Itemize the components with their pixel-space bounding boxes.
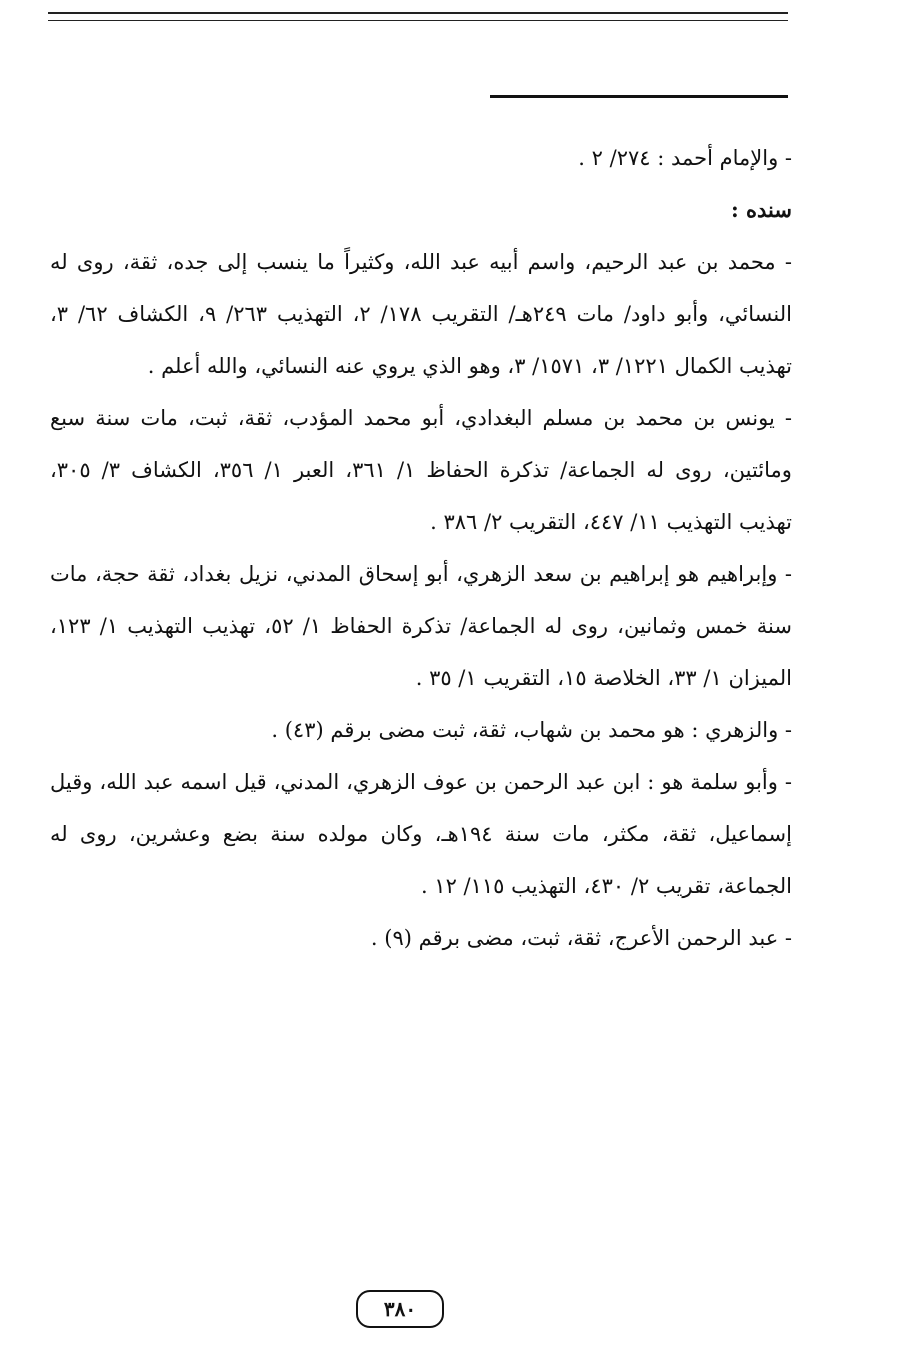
section-heading: سنده : — [730, 197, 792, 222]
narrator-entry: - محمد بن عبد الرحيم، واسم أبيه عبد الله، وكثيراً ما ينسب إلى جده، ثقة، روى له النسائي، وأبو داود/ مات ٢٤٩هـ/ التقريب ١٧٨/ ٢، التهذيب ٢٦٣/ ٩، الكشاف ٦٢/ ٣، تهذيب الكمال ١٢٢١/ ٣، ١٥٧١/ ٣، وهو الذي يروي عنه النسائي، والله أعلم . — [50, 250, 792, 378]
narrator-entry: - وأبو سلمة هو : ابن عبد الرحمن بن عوف الزهري، المدني، قيل اسمه عبد الله، وقيل إسماعيل، ثقة، مكثر، مات سنة ١٩٤هـ، وكان مولده سنة بضع وعشرين، روى له الجماعة، تقريب ٢/ ٤٣٠، التهذيب ١١٥/ ١٢ . — [50, 770, 792, 898]
page-number: ٣٨٠ — [356, 1290, 444, 1328]
narrator-entry: - وإبراهيم هو إبراهيم بن سعد الزهري، أبو إسحاق المدني، نزيل بغداد، ثقة حجة، مات سنة خمس وثمانين، روى له الجماعة/ تذكرة الحفاظ ١/ ٥٢، تهذيب التهذيب ١/ ١٢٣، الميزان ١/ ٣٣، الخلاصة ١٥، التقريب ١/ ٣٥ . — [50, 562, 792, 690]
narrator-entry: - يونس بن محمد بن مسلم البغدادي، أبو محمد المؤدب، ثقة، ثبت، مات سنة سبع ومائتين، روى له الجماعة/ تذكرة الحفاظ ١/ ٣٦١، العبر ١/ ٣٥٦، الكشاف ٣/ ٣٠٥، تهذيب التهذيب ١١/ ٤٤٧، التقريب ٢/ ٣٨٦ . — [50, 406, 792, 534]
page-body — [50, 132, 792, 964]
narrator-entry: - عبد الرحمن الأعرج، ثقة، ثبت، مضى برقم (٩) . — [370, 926, 792, 950]
opening-line: - والإمام أحمد : ٢٧٤/ ٢ . — [578, 146, 792, 170]
header-rule-bottom — [48, 20, 788, 21]
header-rule-top — [48, 12, 788, 14]
narrator-entry: - والزهري : هو محمد بن شهاب، ثقة، ثبت مضى برقم (٤٣) . — [271, 718, 792, 742]
footnote-separator — [490, 95, 788, 98]
